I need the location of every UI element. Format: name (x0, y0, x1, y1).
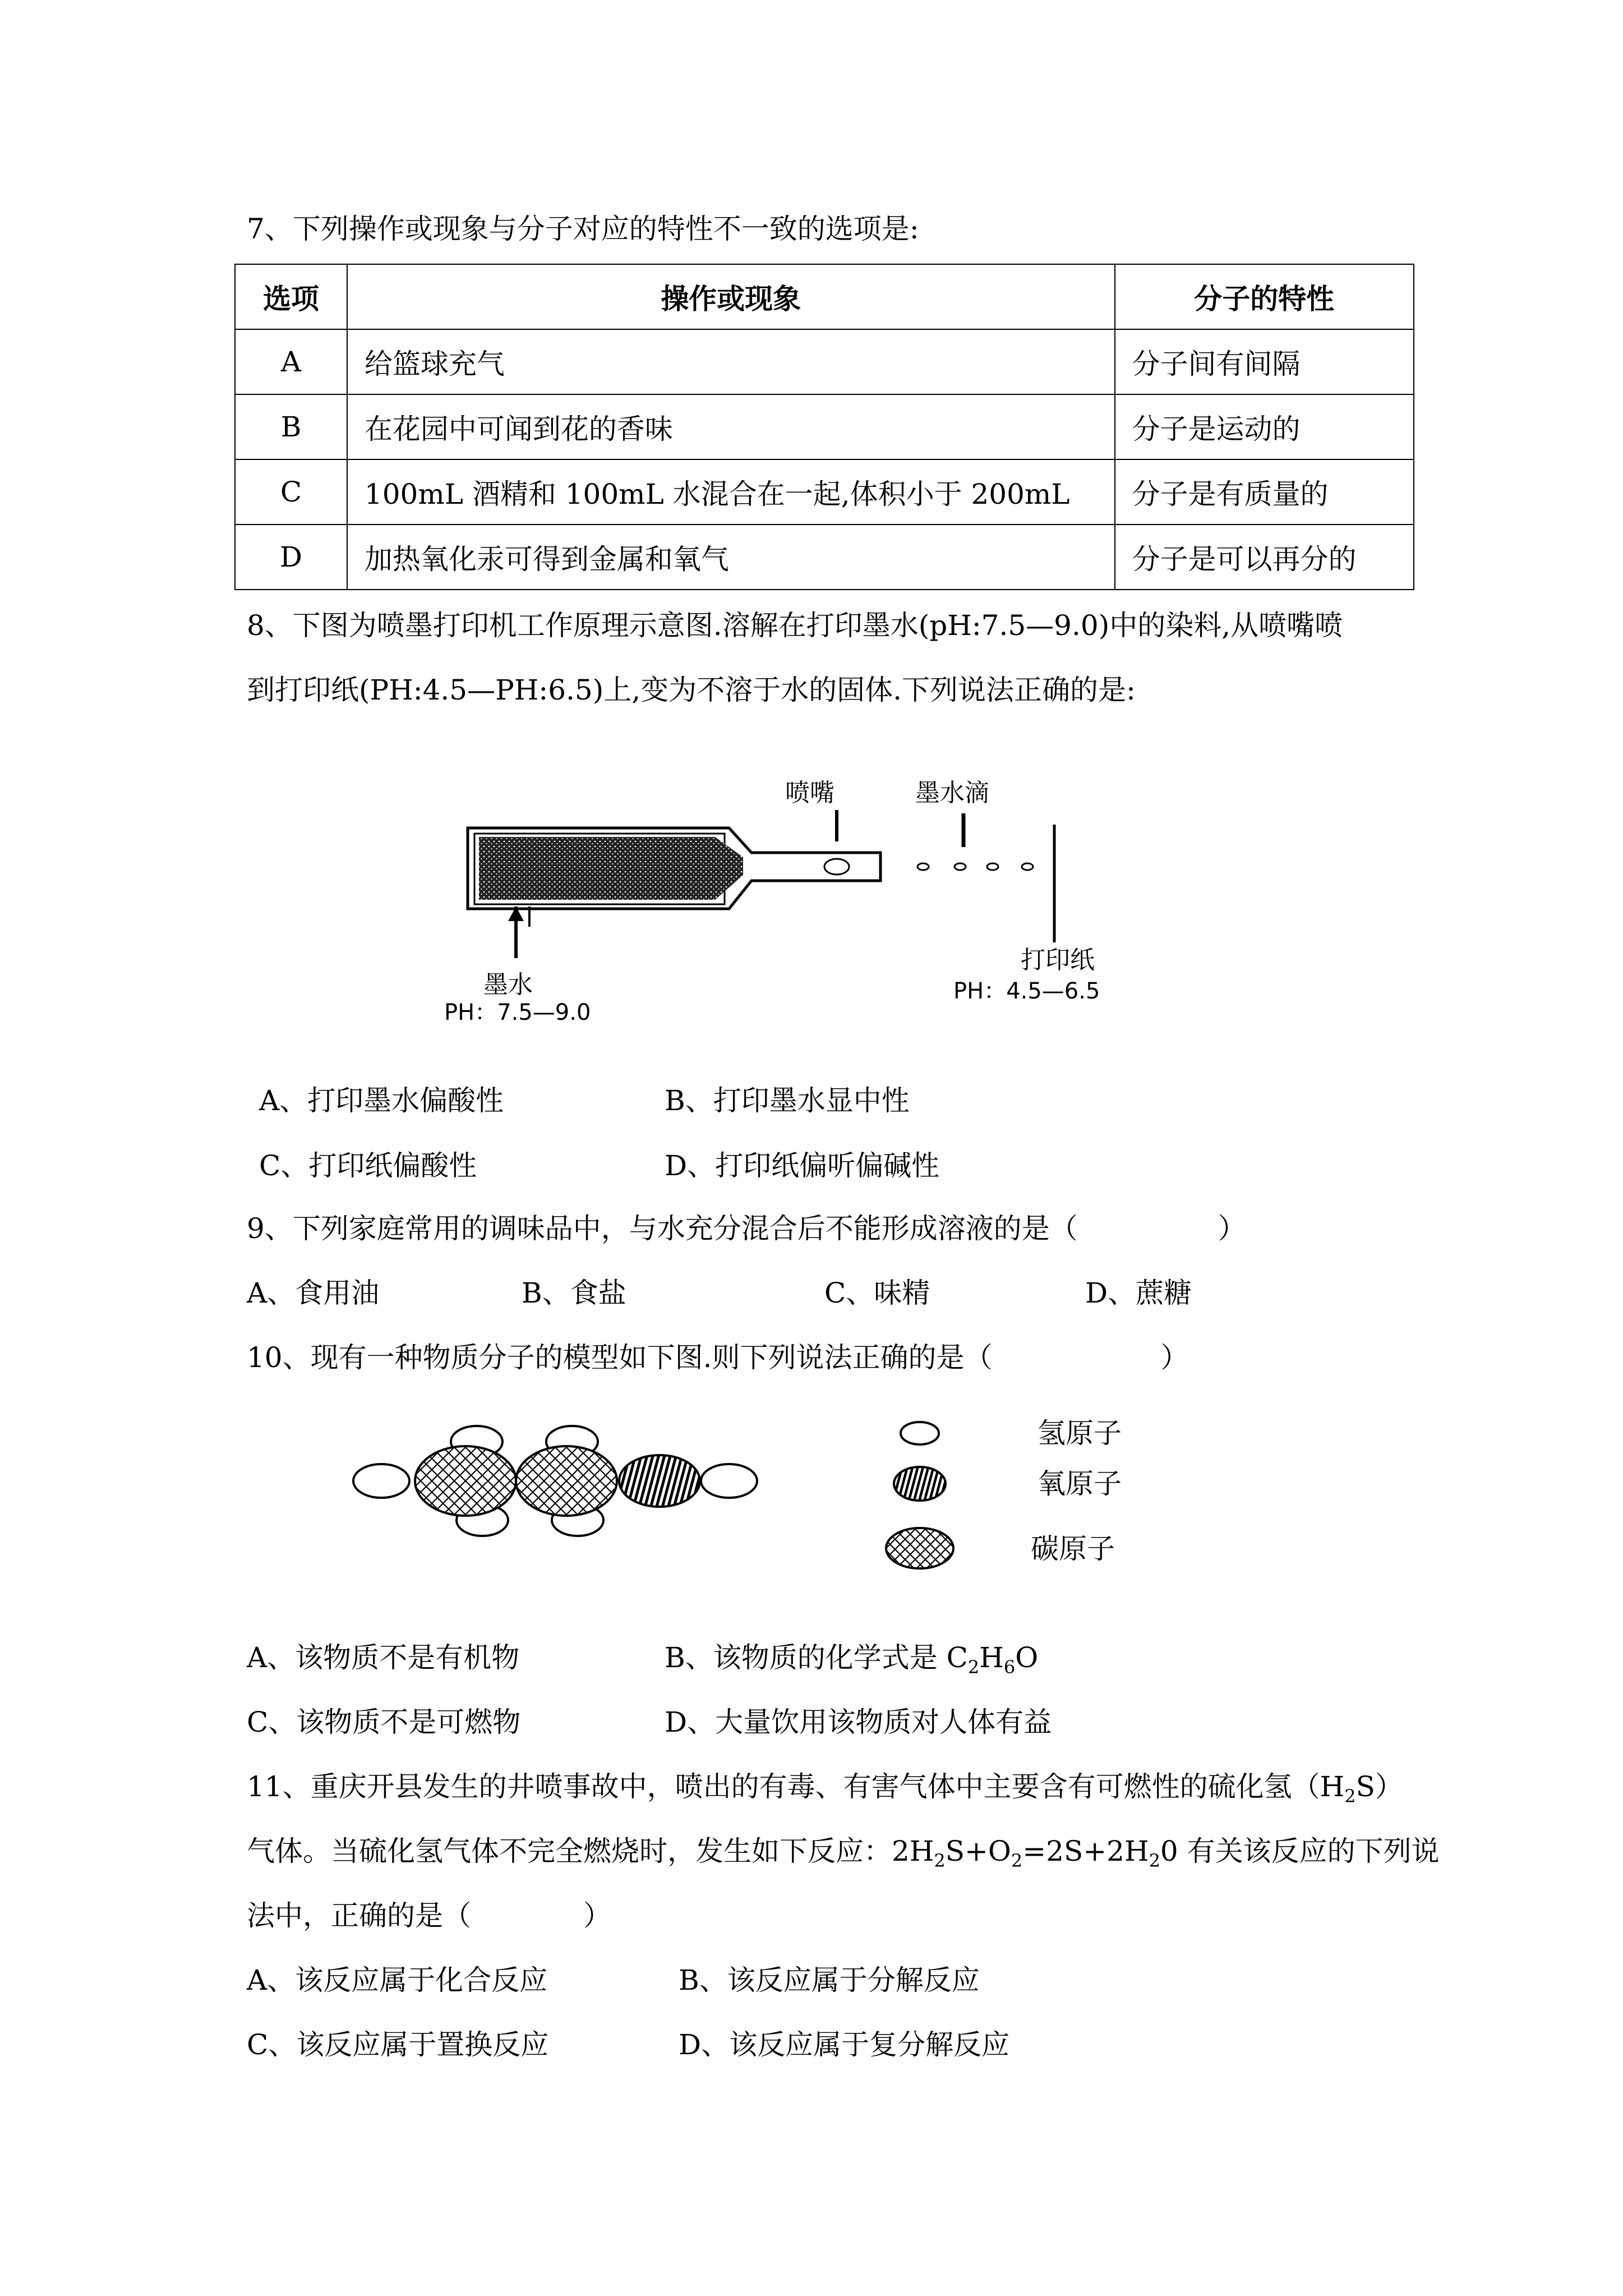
q10-option-b: B、该物质的化学式是 $C_2H_6O$ (665, 1641, 1039, 1678)
ink-ph-label: PH：7.5—9.0 (444, 1000, 591, 1025)
header-property: 分子的特性 (1115, 264, 1414, 329)
q9-stem: 9、下列家庭常用的调味品中，与水充分混合后不能形成溶液的是（ ） (247, 1212, 1246, 1245)
molecule-model (348, 1419, 774, 1548)
paper-label: 打印纸 (1021, 946, 1095, 974)
nozzle-opening (824, 859, 849, 875)
ink-drop-label: 墨水滴 (915, 779, 989, 807)
table-row (235, 329, 1414, 394)
q8-option-c: C、打印纸偏酸性 (259, 1149, 477, 1182)
q10-option-a: A、该物质不是有机物 (247, 1641, 520, 1674)
q7-stem: 7、下列操作或现象与分子对应的特性不一致的选项是: (247, 213, 919, 245)
ink-drop (917, 863, 929, 870)
legend-oxygen-icon (894, 1467, 946, 1501)
q10-option-d: D、大量饮用该物质对人体有益 (665, 1706, 1052, 1738)
legend-carbon-icon (886, 1528, 953, 1568)
nozzle-label: 喷嘴 (785, 779, 834, 807)
cell-property: 分子是有质量的 (1115, 459, 1414, 524)
cell-option: D (235, 524, 347, 590)
cell-operation: 加热氧化汞可得到金属和氧气 (347, 524, 1115, 590)
hydrogen-atom (353, 1464, 409, 1498)
cell-property: 分子是可以再分的 (1115, 524, 1414, 590)
table-row (235, 394, 1414, 459)
q11-line3: 法中，正确的是（ ） (247, 1899, 611, 1932)
q11-line1: 11、重庆开县发生的井喷事故中，喷出的有毒、有害气体中主要含有可燃性的硫化氢$(H_2S)$ (247, 1770, 1403, 1807)
carbon-atom (516, 1446, 617, 1516)
cell-operation: 给篮球充气 (347, 329, 1115, 394)
q8-option-d: D、打印纸偏听偏碱性 (665, 1149, 940, 1182)
q11-option-d: D、该反应属于复分解反应 (679, 2028, 1010, 2061)
q8-option-b: B、打印墨水显中性 (665, 1084, 910, 1117)
table-row (235, 459, 1414, 524)
q9-option-c: C、味精 (824, 1277, 930, 1309)
q8-stem-line1: 8、下图为喷墨打印机工作原理示意图.溶解在打印墨水(pH:7.5—9.0)中的染料,从喷嘴喷 (247, 609, 1343, 642)
legend-oxygen-label: 氧原子 (1038, 1467, 1122, 1500)
cell-option: A (235, 329, 347, 394)
ink-fill (479, 837, 743, 900)
cell-operation: 100mL 酒精和 100mL 水混合在一起,体积小于 200mL (347, 459, 1115, 524)
q9-option-a: A、食用油 (247, 1277, 380, 1309)
q11-option-a: A、该反应属于化合反应 (247, 1964, 548, 1996)
q11-line2: 气体。当硫化氢气体不完全燃烧时，发生如下反应：$2H_2S+O_2=2S+2H_20$ 有关该反应的下列说 (247, 1835, 1440, 1871)
hydrogen-atom (701, 1464, 757, 1498)
legend-hydrogen-icon (901, 1422, 939, 1444)
q8-stem-line2: 到打印纸(PH:4.5—PH:6.5)上,变为不溶于水的固体.下列说法正确的是: (247, 674, 1136, 706)
q11-option-b: B、该反应属于分解反应 (679, 1964, 980, 1996)
q9-option-b: B、食盐 (522, 1277, 626, 1309)
q8-option-a: A、打印墨水偏酸性 (259, 1084, 504, 1117)
cell-option: C (235, 459, 347, 524)
cell-property: 分子间有间隔 (1115, 329, 1414, 394)
q10-stem: 10、现有一种物质分子的模型如下图.则下列说法正确的是（ ） (247, 1341, 1189, 1374)
paper-ph-label: PH：4.5—6.5 (953, 978, 1100, 1004)
ink-label: 墨水 (483, 970, 533, 999)
cell-operation: 在花园中可闻到花的香味 (347, 394, 1115, 459)
q10-option-c: C、该物质不是可燃物 (247, 1706, 521, 1738)
table-header-row (235, 264, 1414, 329)
carbon-atom (415, 1446, 516, 1516)
header-option: 选项 (235, 264, 347, 329)
cell-property: 分子是运动的 (1115, 394, 1414, 459)
table-row (235, 524, 1414, 590)
atom-legend (875, 1408, 1211, 1576)
q7-table (234, 264, 1414, 590)
ink-drop (955, 863, 966, 870)
q11-option-c: C、该反应属于置换反应 (247, 2028, 549, 2061)
inkjet-diagram (437, 774, 1166, 1032)
header-operation: 操作或现象 (347, 264, 1115, 329)
legend-hydrogen-label: 氢原子 (1038, 1417, 1122, 1450)
q9-option-d: D、蔗糖 (1085, 1277, 1192, 1309)
cell-option: B (235, 394, 347, 459)
legend-carbon-label: 碳原子 (1031, 1533, 1115, 1565)
ink-drop (987, 863, 998, 870)
oxygen-atom (619, 1455, 700, 1507)
ink-drop (1022, 863, 1033, 870)
